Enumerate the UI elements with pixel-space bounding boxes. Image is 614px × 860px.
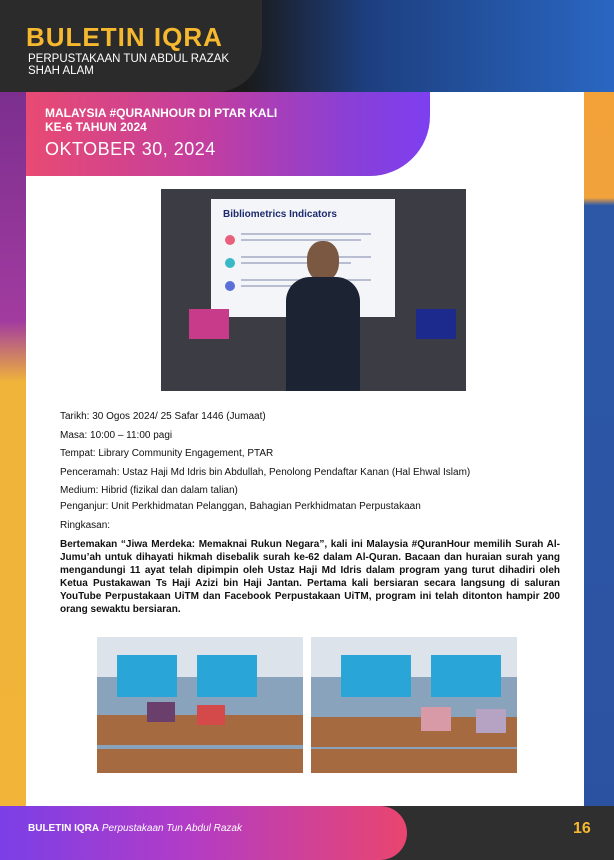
attendee (147, 702, 175, 722)
detail-label: Ringkasan: (60, 520, 111, 531)
slide-bullet-1 (225, 235, 235, 245)
detail-tempat (60, 448, 560, 459)
bulletin-title: BULETIN IQRA (26, 22, 223, 52)
detail-penceramah (60, 467, 560, 478)
speaker-photo (161, 189, 466, 391)
headline-line-1: MALAYSIA #QURANHOUR DI PTAR KALI (45, 106, 278, 120)
slide-title: Bibliometrics Indicators (223, 209, 337, 220)
detail-value: Unit Perkhidmatan Pelanggan, Bahagian Perkhidmatan Perpustakaan (111, 501, 421, 512)
subtitle-line-1: PERPUSTAKAAN TUN ABDUL RAZAK (28, 53, 230, 65)
slide-text-line (241, 239, 361, 241)
detail-label: Masa: (60, 430, 88, 441)
window (197, 655, 257, 697)
left-decorative-bar (0, 90, 26, 860)
detail-value: Library Community Engagement, PTAR (98, 448, 274, 459)
attendee (197, 705, 225, 725)
bulletin-subtitle (28, 53, 268, 77)
detail-penganjur (60, 501, 560, 512)
detail-value: 30 Ogos 2024/ 25 Safar 1446 (Jumaat) (92, 411, 266, 422)
article-date: OKTOBER 30, 2024 (45, 139, 216, 159)
detail-medium (60, 485, 560, 496)
right-decorative-bar (584, 90, 614, 860)
footer-label (28, 823, 242, 834)
headline-band (26, 92, 430, 176)
speaker-body (286, 277, 360, 391)
detail-label: Penganjur: (60, 501, 109, 512)
slide-bullet-3 (225, 281, 235, 291)
detail-masa (60, 430, 560, 441)
detail-label: Tempat: (60, 448, 96, 459)
slide-bullet-2 (225, 258, 235, 268)
slide-text-line (241, 233, 371, 235)
speaker-head (307, 241, 339, 281)
window (431, 655, 501, 697)
article-headline (45, 106, 325, 134)
monitor-right (416, 309, 456, 339)
detail-label: Penceramah: (60, 467, 120, 478)
slide-text-line (241, 256, 371, 258)
detail-value: Hibrid (fizikal dan dalam talian) (101, 485, 238, 496)
detail-value: 10:00 – 11:00 pagi (90, 430, 173, 441)
audience-photo-right (311, 637, 517, 773)
window (117, 655, 177, 697)
detail-tarikh (60, 411, 560, 422)
audience-photo-left (97, 637, 303, 773)
footer-brand: BULETIN IQRA (28, 823, 100, 834)
desk-row (97, 749, 303, 773)
detail-label: Medium: (60, 485, 99, 496)
footer-subtitle: Perpustakaan Tun Abdul Razak (101, 823, 242, 834)
headline-line-2: KE-6 TAHUN 2024 (45, 120, 147, 134)
attendee (421, 707, 451, 731)
detail-label: Tarikh: (60, 411, 90, 422)
window (341, 655, 411, 697)
detail-value: Ustaz Haji Md Idris bin Abdullah, Penolong Pendaftar Kanan (Hal Ehwal Islam) (122, 467, 471, 478)
summary-paragraph: Bertemakan “Jiwa Merdeka: Memaknai Rukun Negara”, kali ini Malaysia #QuranHour memilih Surah Al-Jumu’ah untuk dihayati hikmah disebalik surah ke-62 dalam Al-Quran. Bacaan dan huraian surah yang mengandungi 11 ayat telah dipimpin oleh Ustaz Haji Md Idris dalam program yang turut dihadiri oleh Ketua Pustakawan Ts Haji Azizi bin Haji Jantan. Pertama kali bersiaran secara langsung di saluran YouTube Perpustakaan UiTM dan Facebook Perpustakaan UiTM, program ini telah ditonton hampir 200 orang sewaktu bersiaran. (60, 539, 560, 615)
subtitle-line-2: SHAH ALAM (28, 65, 94, 77)
attendee (476, 709, 506, 733)
desk-row (311, 749, 517, 773)
page-number: 16 (573, 820, 591, 837)
monitor-left (189, 309, 229, 339)
detail-ringkasan (60, 520, 560, 531)
